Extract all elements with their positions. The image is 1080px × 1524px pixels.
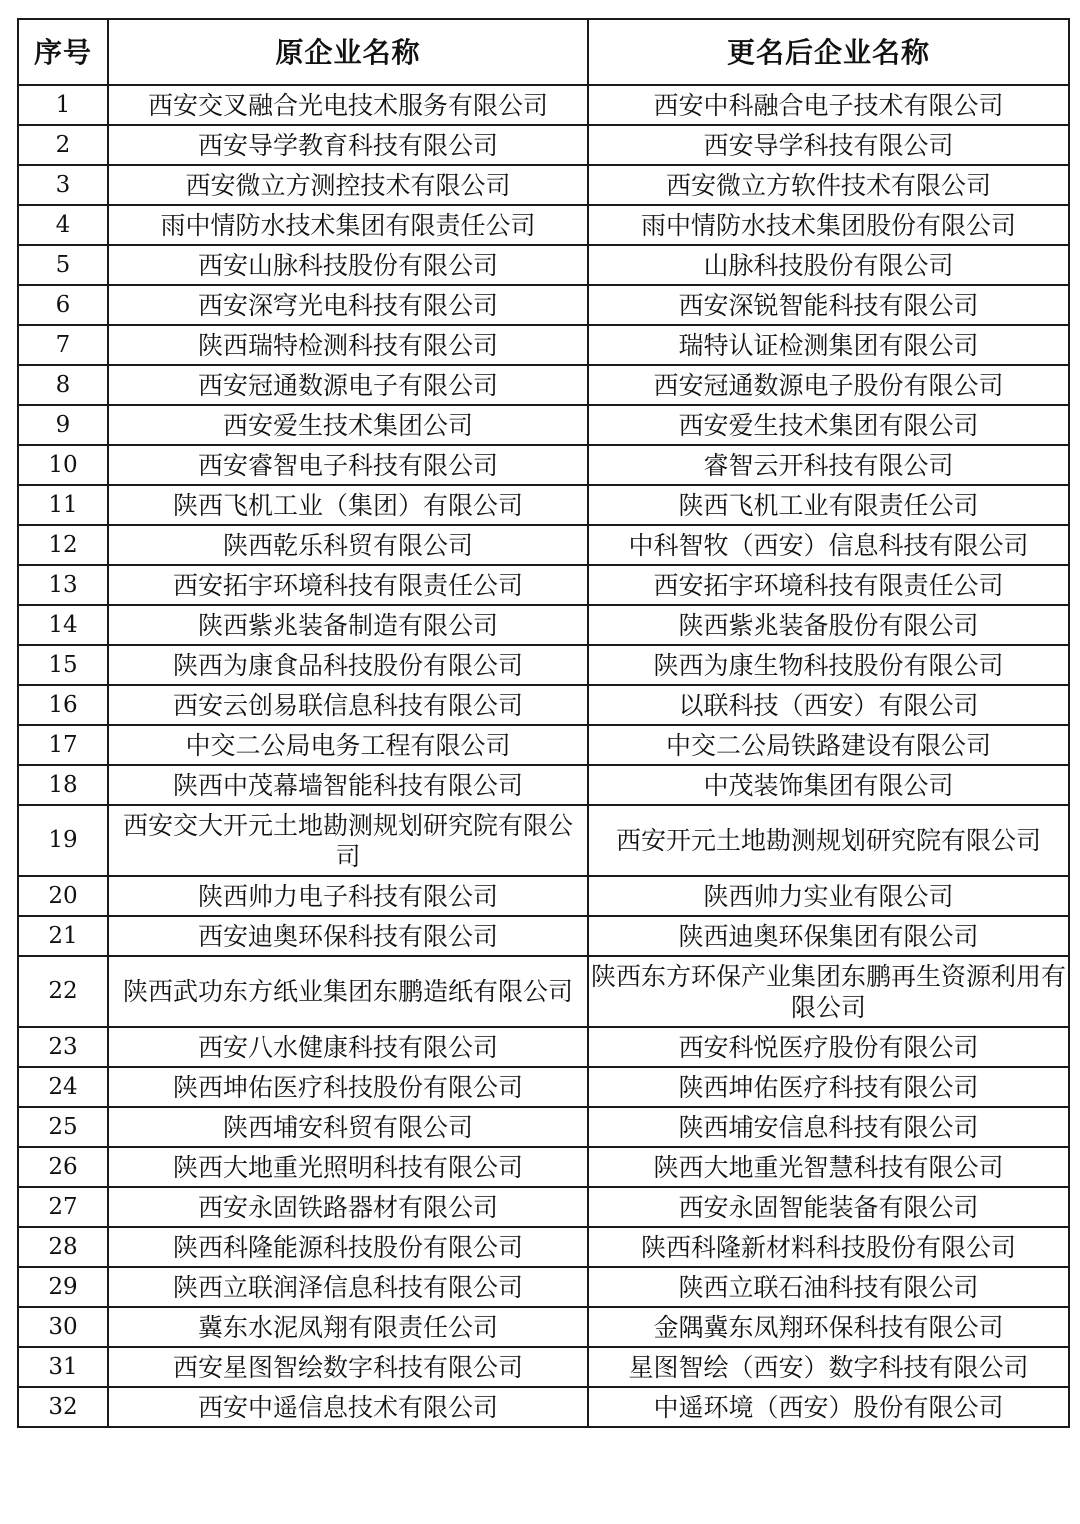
table-row — [18, 605, 1069, 645]
row-index: 3 — [18, 165, 108, 205]
table-row — [18, 1387, 1069, 1427]
original-company-name: 西安微立方测控技术有限公司 — [108, 165, 588, 205]
table-row — [18, 956, 1069, 1027]
row-index: 17 — [18, 725, 108, 765]
original-company-name: 陕西紫兆装备制造有限公司 — [108, 605, 588, 645]
original-company-name: 陕西飞机工业（集团）有限公司 — [108, 485, 588, 525]
row-index: 21 — [18, 916, 108, 956]
table-row — [18, 876, 1069, 916]
table-row — [18, 725, 1069, 765]
new-company-name: 西安永固智能装备有限公司 — [588, 1187, 1069, 1227]
original-company-name: 西安星图智绘数字科技有限公司 — [108, 1347, 588, 1387]
row-index: 7 — [18, 325, 108, 365]
table-row — [18, 565, 1069, 605]
row-index: 10 — [18, 445, 108, 485]
original-company-name: 西安交大开元土地勘测规划研究院有限公司 — [108, 805, 588, 876]
row-index: 22 — [18, 956, 108, 1027]
original-company-name: 西安深穹光电科技有限公司 — [108, 285, 588, 325]
row-index: 11 — [18, 485, 108, 525]
row-index: 5 — [18, 245, 108, 285]
new-company-name: 西安深锐智能科技有限公司 — [588, 285, 1069, 325]
row-index: 8 — [18, 365, 108, 405]
original-company-name: 陕西埔安科贸有限公司 — [108, 1107, 588, 1147]
company-rename-table — [17, 18, 1070, 1428]
original-company-name: 冀东水泥凤翔有限责任公司 — [108, 1307, 588, 1347]
row-index: 26 — [18, 1147, 108, 1187]
new-company-name: 陕西飞机工业有限责任公司 — [588, 485, 1069, 525]
original-company-name: 西安山脉科技股份有限公司 — [108, 245, 588, 285]
original-company-name: 雨中情防水技术集团有限责任公司 — [108, 205, 588, 245]
table-row — [18, 1307, 1069, 1347]
table-row — [18, 805, 1069, 876]
new-company-name: 中科智牧（西安）信息科技有限公司 — [588, 525, 1069, 565]
header-new-name: 更名后企业名称 — [588, 19, 1069, 85]
row-index: 23 — [18, 1027, 108, 1067]
row-index: 19 — [18, 805, 108, 876]
new-company-name: 雨中情防水技术集团股份有限公司 — [588, 205, 1069, 245]
new-company-name: 西安微立方软件技术有限公司 — [588, 165, 1069, 205]
row-index: 14 — [18, 605, 108, 645]
table-row — [18, 1267, 1069, 1307]
original-company-name: 西安冠通数源电子有限公司 — [108, 365, 588, 405]
original-company-name: 西安睿智电子科技有限公司 — [108, 445, 588, 485]
original-company-name: 西安交叉融合光电技术服务有限公司 — [108, 85, 588, 125]
row-index: 31 — [18, 1347, 108, 1387]
original-company-name: 陕西大地重光照明科技有限公司 — [108, 1147, 588, 1187]
row-index: 25 — [18, 1107, 108, 1147]
row-index: 6 — [18, 285, 108, 325]
new-company-name: 陕西迪奥环保集团有限公司 — [588, 916, 1069, 956]
original-company-name: 陕西立联润泽信息科技有限公司 — [108, 1267, 588, 1307]
row-index: 12 — [18, 525, 108, 565]
new-company-name: 西安爱生技术集团有限公司 — [588, 405, 1069, 445]
new-company-name: 瑞特认证检测集团有限公司 — [588, 325, 1069, 365]
row-index: 30 — [18, 1307, 108, 1347]
new-company-name: 陕西大地重光智慧科技有限公司 — [588, 1147, 1069, 1187]
original-company-name: 西安八水健康科技有限公司 — [108, 1027, 588, 1067]
original-company-name: 西安永固铁路器材有限公司 — [108, 1187, 588, 1227]
new-company-name: 陕西为康生物科技股份有限公司 — [588, 645, 1069, 685]
table-row — [18, 205, 1069, 245]
row-index: 28 — [18, 1227, 108, 1267]
new-company-name: 西安拓宇环境科技有限责任公司 — [588, 565, 1069, 605]
row-index: 13 — [18, 565, 108, 605]
new-company-name: 西安开元土地勘测规划研究院有限公司 — [588, 805, 1069, 876]
new-company-name: 西安冠通数源电子股份有限公司 — [588, 365, 1069, 405]
new-company-name: 陕西坤佑医疗科技有限公司 — [588, 1067, 1069, 1107]
original-company-name: 西安爱生技术集团公司 — [108, 405, 588, 445]
row-index: 4 — [18, 205, 108, 245]
original-company-name: 陕西科隆能源科技股份有限公司 — [108, 1227, 588, 1267]
table-row — [18, 85, 1069, 125]
row-index: 32 — [18, 1387, 108, 1427]
table-row — [18, 1027, 1069, 1067]
row-index: 16 — [18, 685, 108, 725]
row-index: 1 — [18, 85, 108, 125]
new-company-name: 西安导学科技有限公司 — [588, 125, 1069, 165]
table-row — [18, 125, 1069, 165]
original-company-name: 西安中遥信息技术有限公司 — [108, 1387, 588, 1427]
table-row — [18, 285, 1069, 325]
row-index: 27 — [18, 1187, 108, 1227]
new-company-name: 中遥环境（西安）股份有限公司 — [588, 1387, 1069, 1427]
table-body — [18, 85, 1069, 1427]
original-company-name: 陕西瑞特检测科技有限公司 — [108, 325, 588, 365]
table-row — [18, 765, 1069, 805]
row-index: 29 — [18, 1267, 108, 1307]
table-row — [18, 1107, 1069, 1147]
new-company-name: 陕西科隆新材料科技股份有限公司 — [588, 1227, 1069, 1267]
table-row — [18, 645, 1069, 685]
header-original-name: 原企业名称 — [108, 19, 588, 85]
table-row — [18, 325, 1069, 365]
new-company-name: 陕西紫兆装备股份有限公司 — [588, 605, 1069, 645]
original-company-name: 西安云创易联信息科技有限公司 — [108, 685, 588, 725]
new-company-name: 中交二公局铁路建设有限公司 — [588, 725, 1069, 765]
original-company-name: 西安拓宇环境科技有限责任公司 — [108, 565, 588, 605]
row-index: 2 — [18, 125, 108, 165]
table-row — [18, 525, 1069, 565]
table-row — [18, 405, 1069, 445]
table-row — [18, 1147, 1069, 1187]
table-row — [18, 445, 1069, 485]
row-index: 15 — [18, 645, 108, 685]
original-company-name: 中交二公局电务工程有限公司 — [108, 725, 588, 765]
original-company-name: 陕西为康食品科技股份有限公司 — [108, 645, 588, 685]
original-company-name: 陕西中茂幕墙智能科技有限公司 — [108, 765, 588, 805]
table-row — [18, 1347, 1069, 1387]
new-company-name: 金隅冀东凤翔环保科技有限公司 — [588, 1307, 1069, 1347]
header-row — [18, 19, 1069, 85]
table-row — [18, 1227, 1069, 1267]
table-row — [18, 485, 1069, 525]
table-row — [18, 916, 1069, 956]
original-company-name: 西安迪奥环保科技有限公司 — [108, 916, 588, 956]
new-company-name: 中茂装饰集团有限公司 — [588, 765, 1069, 805]
new-company-name: 陕西立联石油科技有限公司 — [588, 1267, 1069, 1307]
new-company-name: 睿智云开科技有限公司 — [588, 445, 1069, 485]
new-company-name: 西安科悦医疗股份有限公司 — [588, 1027, 1069, 1067]
original-company-name: 陕西帅力电子科技有限公司 — [108, 876, 588, 916]
table-row — [18, 1067, 1069, 1107]
table-row — [18, 245, 1069, 285]
new-company-name: 山脉科技股份有限公司 — [588, 245, 1069, 285]
original-company-name: 西安导学教育科技有限公司 — [108, 125, 588, 165]
header-index: 序号 — [18, 19, 108, 85]
original-company-name: 陕西坤佑医疗科技股份有限公司 — [108, 1067, 588, 1107]
original-company-name: 陕西武功东方纸业集团东鹏造纸有限公司 — [108, 956, 588, 1027]
row-index: 9 — [18, 405, 108, 445]
row-index: 20 — [18, 876, 108, 916]
new-company-name: 陕西埔安信息科技有限公司 — [588, 1107, 1069, 1147]
table-row — [18, 165, 1069, 205]
new-company-name: 陕西东方环保产业集团东鹏再生资源利用有限公司 — [588, 956, 1069, 1027]
table-row — [18, 1187, 1069, 1227]
new-company-name: 西安中科融合电子技术有限公司 — [588, 85, 1069, 125]
row-index: 18 — [18, 765, 108, 805]
table-row — [18, 685, 1069, 725]
row-index: 24 — [18, 1067, 108, 1107]
new-company-name: 星图智绘（西安）数字科技有限公司 — [588, 1347, 1069, 1387]
new-company-name: 以联科技（西安）有限公司 — [588, 685, 1069, 725]
table-row — [18, 365, 1069, 405]
original-company-name: 陕西乾乐科贸有限公司 — [108, 525, 588, 565]
new-company-name: 陕西帅力实业有限公司 — [588, 876, 1069, 916]
